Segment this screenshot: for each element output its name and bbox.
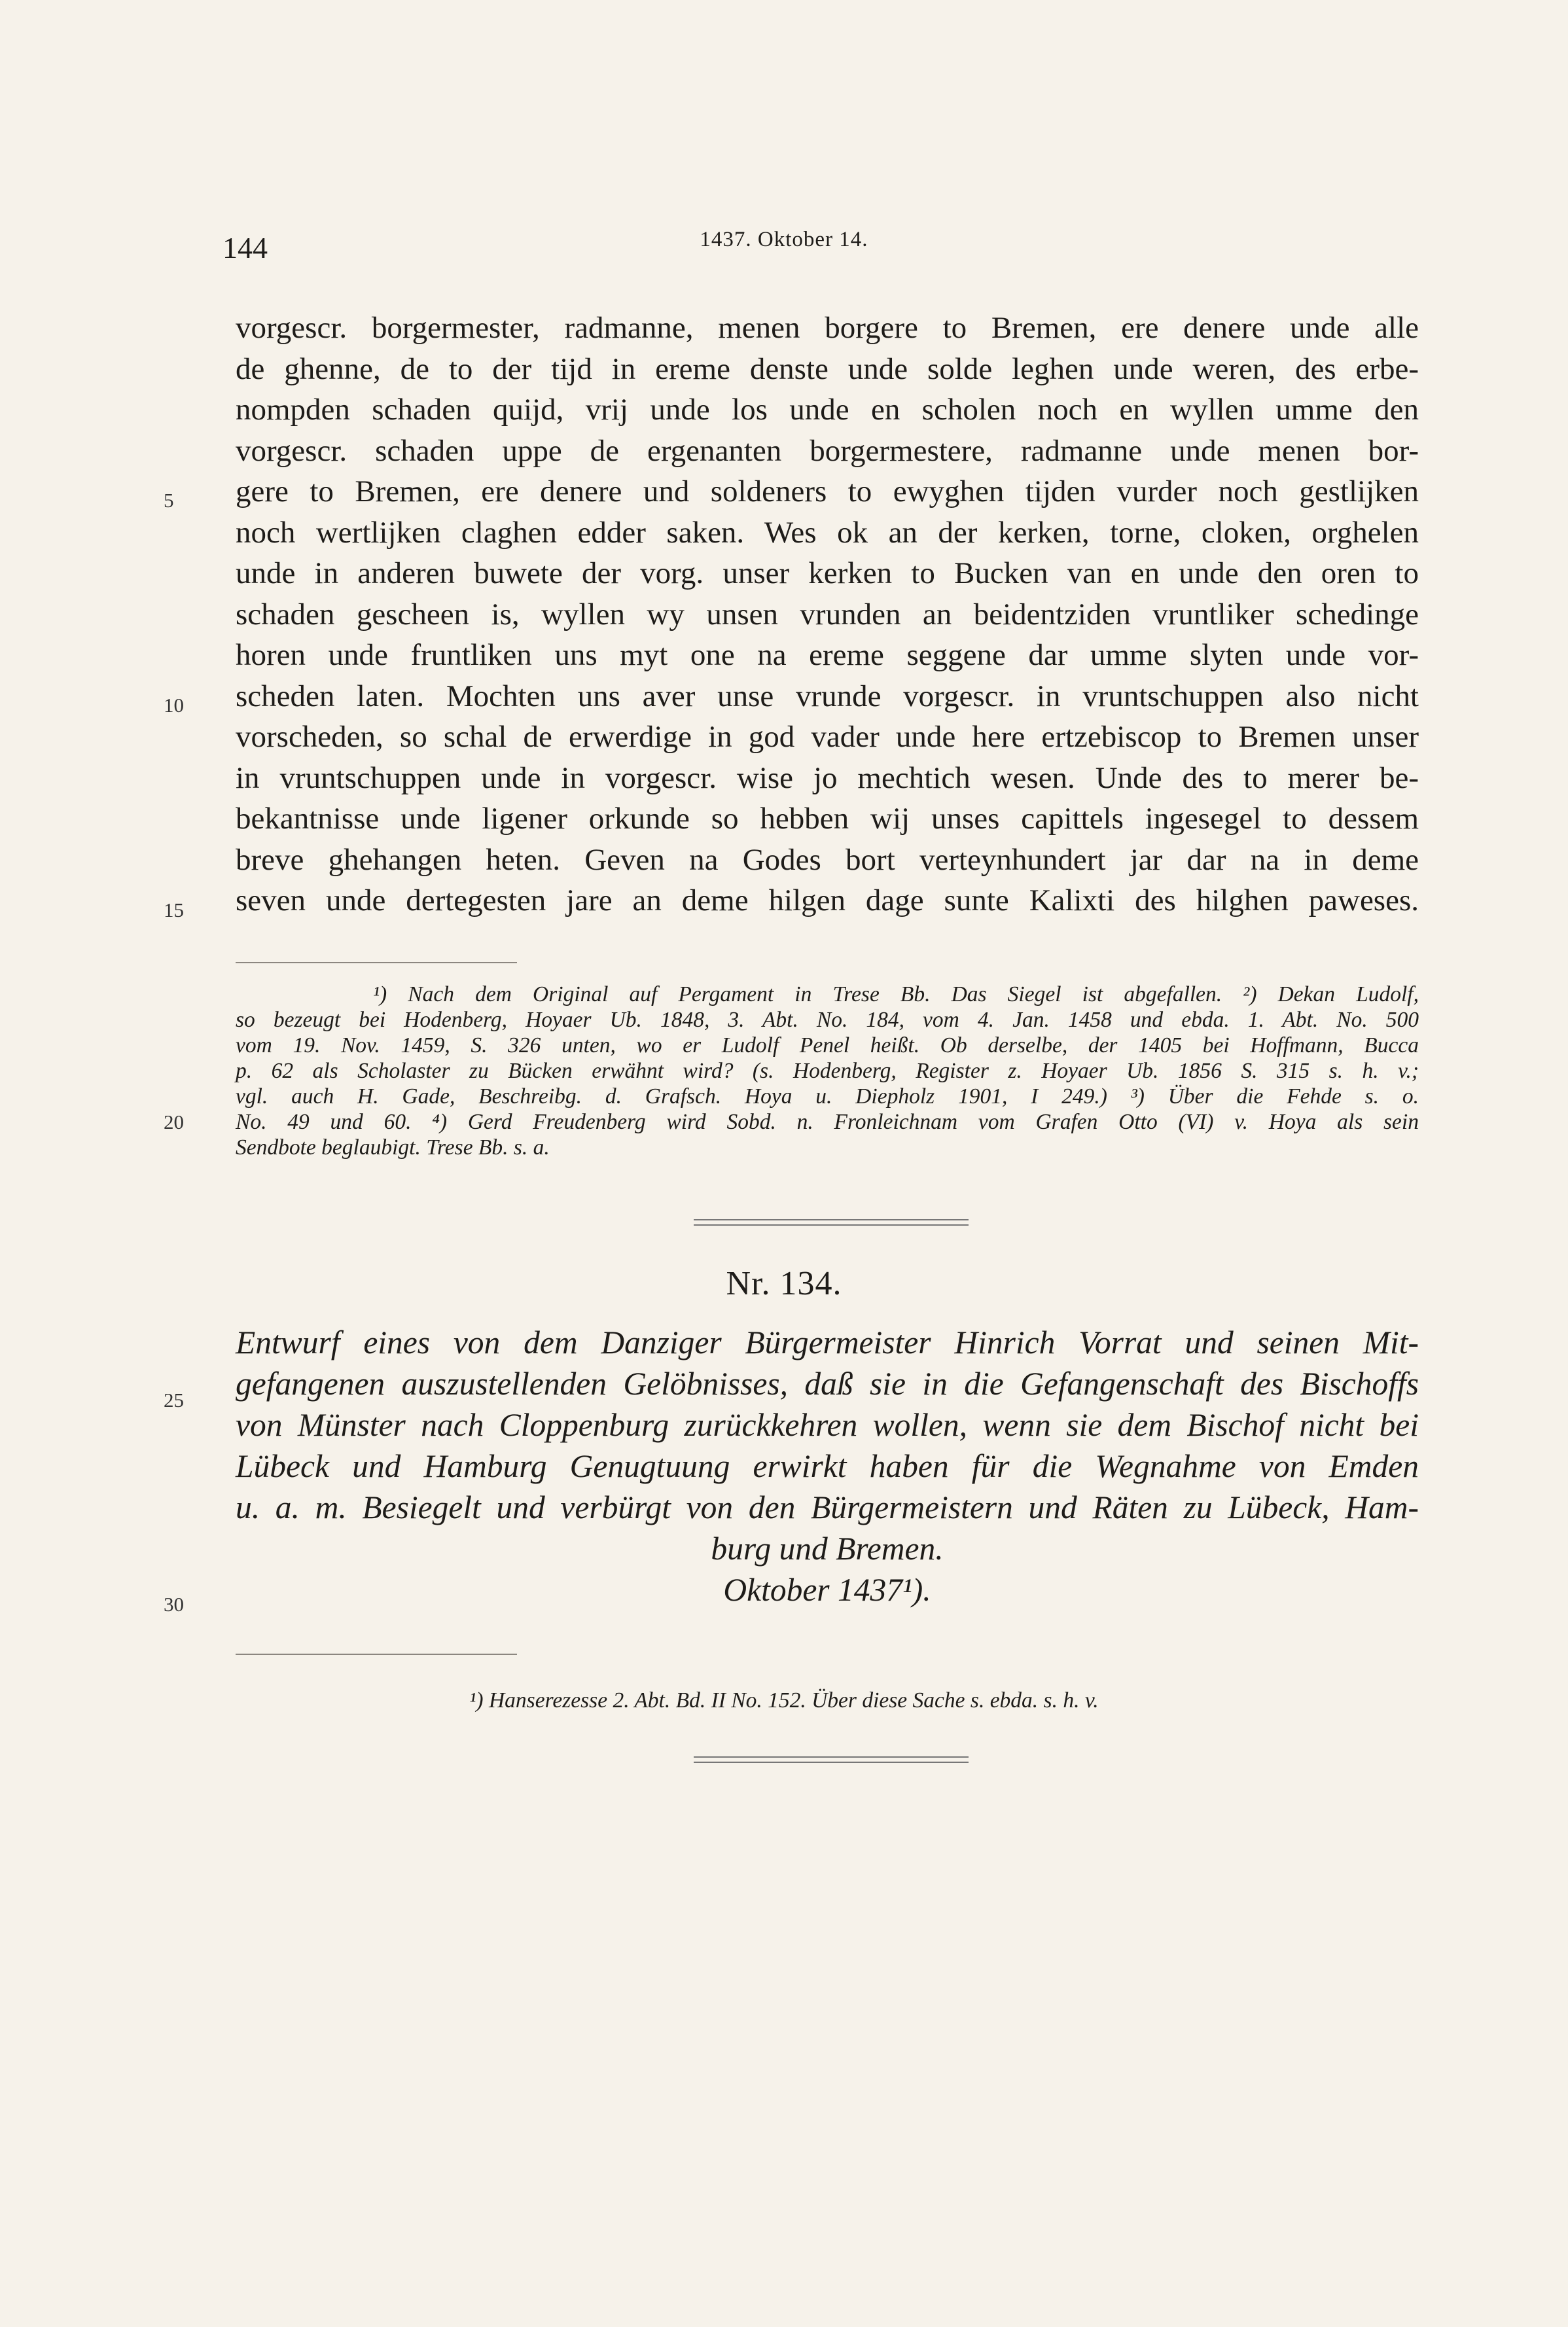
text-line: in vruntschuppen unde in vorgescr. wise jo mechtich wesen. Unde des to merer be-: [236, 760, 1419, 795]
document-number: Nr. 134.: [726, 1265, 842, 1302]
main-text: [236, 308, 1419, 921]
footnote-line: so bezeugt bei Hodenberg, Hoyaer Ub. 1848, 3. Abt. No. 184, vom 4. Jan. 1458 und ebda. 1. Abt. No. 500: [236, 1008, 1419, 1032]
regest-line: Lübeck und Hamburg Genugtuung erwirkt haben für die Wegnahme von Emden: [236, 1448, 1419, 1484]
regest: [236, 1322, 1419, 1610]
line-number: 5: [164, 489, 174, 512]
text-line: schaden gescheen is, wyllen wy unsen vrunden an beidentziden vruntliker schedinge: [236, 597, 1419, 631]
line-number: 30: [164, 1593, 184, 1616]
text-line: noch wertlijken claghen edder saken. Wes ok an der kerken, torne, cloken, orghelen: [236, 515, 1419, 550]
text-line: breve ghehangen heten. Geven na Godes bort verteynhundert jar dar na in deme: [236, 842, 1419, 877]
footnote-line: No. 49 und 60. ⁴) Gerd Freudenberg wird Sobd. n. Fronleichnam vom Grafen Otto (VI) v. Hoya als sein: [236, 1110, 1419, 1134]
regest-date: Oktober 1437¹).: [723, 1572, 931, 1608]
regest-line: u. a. m. Besiegelt und verbürgt von den Bürgermeistern und Räten zu Lübeck, Ham-: [236, 1489, 1419, 1525]
text-line: scheden laten. Mochten uns aver unse vrunde vorgescr. in vruntschuppen also nicht: [236, 679, 1419, 713]
text-line: vorscheden, so schal de erwerdige in god vader unde here ertzebiscop to Bremen unser: [236, 720, 1419, 754]
text-line: de ghenne, de to der tijd in ereme denste unde solde leghen unde weren, des erbe-: [236, 351, 1419, 386]
footnote-line: p. 62 als Scholaster zu Bücken erwähnt wird? (s. Hodenberg, Register z. Hoyaer Ub. 1856 S. 315 s. h. v.;: [236, 1059, 1419, 1083]
footnote-line: vgl. auch H. Gade, Beschreibg. d. Grafsch. Hoya u. Diepholz 1901, I 249.) ³) Über die Fehde s. o.: [236, 1084, 1419, 1109]
line-number: 20: [164, 1110, 184, 1133]
footnotes: [236, 982, 1419, 1160]
section-divider: [694, 1756, 969, 1763]
regest-line: burg und Bremen.: [711, 1531, 944, 1567]
text-line: seven unde dertegesten jare an deme hilgen dage sunte Kalixti des hilghen paweses.: [236, 883, 1419, 917]
regest-line: von Münster nach Cloppenburg zurückkehren wollen, wenn sie dem Bischof nicht bei: [236, 1407, 1419, 1443]
line-number: 25: [164, 1389, 184, 1412]
regest-line: Entwurf eines von dem Danziger Bürgermeister Hinrich Vorrat und seinen Mit-: [236, 1324, 1419, 1360]
line-number: 10: [164, 694, 184, 717]
text-line: horen unde fruntliken uns myt one na ereme seggene dar umme slyten unde vor-: [236, 638, 1419, 672]
text-line: unde in anderen buwete der vorg. unser kerken to Bucken van en unde den oren to: [236, 556, 1419, 590]
text-line: gere to Bremen, ere denere und soldeners to ewyghen tijden vurder noch gestlijken: [236, 474, 1419, 508]
footnote-separator: [236, 1654, 517, 1655]
regest-line: gefangenen auszustellenden Gelöbnisses, daß sie in die Gefangenschaft des Bischoffs: [236, 1366, 1419, 1402]
running-head: 1437. Oktober 14.: [700, 228, 868, 251]
text-line: nompden schaden quijd, vrij unde los unde en scholen noch en wyllen umme den: [236, 393, 1419, 427]
text-line: bekantnisse unde ligener orkunde so hebben wij unses capittels ingesegel to dessem: [236, 802, 1419, 836]
footnote-line: Sendbote beglaubigt. Trese Bb. s. a.: [236, 1135, 550, 1160]
page-number: 144: [223, 231, 268, 264]
text-line: vorgescr. schaden uppe de ergenanten borgermestere, radmanne unde menen bor-: [236, 433, 1419, 468]
section-divider: [694, 1219, 969, 1226]
line-number: 15: [164, 898, 184, 921]
footnote-line: vom 19. Nov. 1459, S. 326 unten, wo er Ludolf Penel heißt. Ob derselbe, der 1405 bei Hoffmann, Bucca: [236, 1033, 1419, 1057]
regest-footnote: ¹) Hanserezesse 2. Abt. Bd. II No. 152. Über diese Sache s. ebda. s. h. v.: [469, 1688, 1099, 1713]
footnote-line: ¹) Nach dem Original auf Pergament in Trese Bb. Das Siegel ist abgefallen. ²) Dekan Ludolf,: [373, 982, 1419, 1006]
footnote-separator: [236, 962, 517, 963]
text-line: vorgescr. borgermester, radmanne, menen borgere to Bremen, ere denere unde alle: [236, 311, 1419, 345]
